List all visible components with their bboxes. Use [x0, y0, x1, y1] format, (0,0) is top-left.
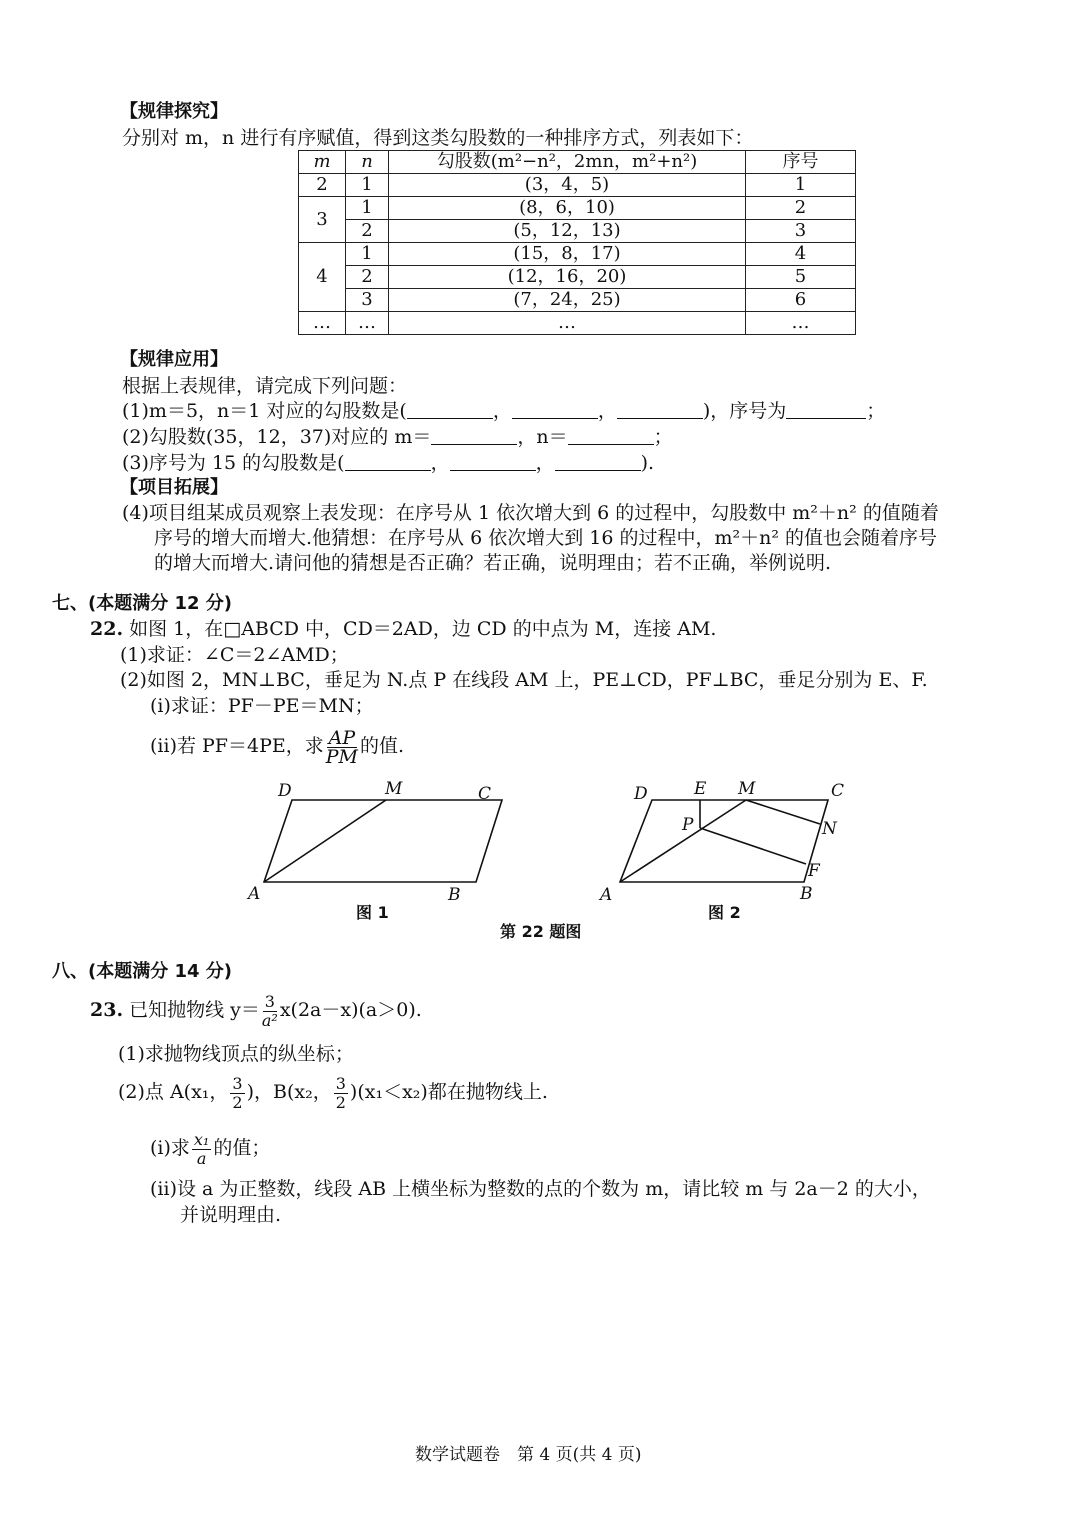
p23-2i-a: (ⅰ)求 — [150, 1137, 190, 1159]
label-a-2: A — [600, 885, 613, 905]
cell-triple: (8，6，10) — [389, 197, 746, 220]
table-header-row — [299, 151, 856, 174]
answer-blank[interactable] — [512, 402, 598, 419]
table-row — [299, 243, 856, 266]
figure-22-caption: 第 22 题图 — [500, 922, 582, 941]
cell-m: 3 — [299, 197, 346, 243]
cell-n: 1 — [346, 197, 389, 220]
label-e-2: E — [694, 779, 707, 799]
cell-index: 3 — [746, 220, 856, 243]
problem-22-stem — [90, 617, 716, 641]
cell-index: 5 — [746, 266, 856, 289]
answer-blank[interactable] — [431, 428, 517, 445]
section-heading-extend: 【项目拓展】 — [120, 477, 228, 498]
pythagorean-table — [298, 150, 856, 335]
question-4-line1: (4)项目组某成员观察上表发现：在序号从 1 依次增大到 6 的过程中，勾股数中 m²＋n² 的值随着 — [122, 502, 939, 524]
problem-23-part2ii-line2: 并说明理由. — [180, 1204, 282, 1226]
p22-2ii-prefix: (ⅱ)若 PF＝4PE，求 — [150, 735, 324, 757]
figure-2 — [598, 779, 844, 922]
p23-2-a: (2)点 A(x₁， — [118, 1081, 229, 1103]
problem-22-part2i: (ⅰ)求证：PF－PE＝MN； — [150, 695, 374, 717]
fraction-denominator: PM — [325, 745, 358, 768]
fraction-numerator: x₁ — [193, 1129, 210, 1149]
question-1: (1)m＝5，n＝1 对应的勾股数是( ， ， )，序号为 ； — [122, 400, 886, 422]
cell-m: … — [299, 312, 346, 335]
parallelogram-abcd-2 — [620, 800, 828, 882]
col-header-index: 序号 — [746, 151, 856, 174]
problem-22-part1: (1)求证：∠C＝2∠AMD； — [120, 644, 349, 666]
segment-mn — [746, 800, 820, 824]
label-p-2: P — [682, 815, 694, 835]
problem-23-stem — [90, 988, 422, 1032]
table-row — [299, 220, 856, 243]
answer-blank[interactable] — [555, 454, 641, 471]
cell-triple: (7，24，25) — [389, 289, 746, 312]
question-4-line3: 的增大而增大.请问他的猜想是否正确？若正确，说明理由；若不正确，举例说明. — [154, 552, 832, 574]
cell-m: 2 — [299, 174, 346, 197]
section-eight-heading: 八、(本题满分 14 分) — [52, 961, 233, 982]
label-c-2: C — [831, 781, 845, 801]
label-d: D — [278, 781, 292, 801]
parallelogram-abcd — [264, 800, 502, 882]
section-heading-apply: 【规律应用】 — [120, 349, 228, 370]
section-heading-explore: 【规律探究】 — [120, 101, 228, 122]
fraction-denominator: a² — [261, 1010, 278, 1030]
p23-text-a: 已知抛物线 y＝ — [129, 999, 260, 1021]
problem-23-number: 23. — [90, 999, 124, 1021]
p23-text-b: x(2a－x)(a＞0). — [279, 999, 422, 1021]
label-m: M — [385, 779, 403, 799]
question-2: (2)勾股数(35，12，37)对应的 m＝ ，n＝ ； — [122, 426, 673, 448]
q3-text: (3)序号为 15 的勾股数是( — [122, 452, 345, 474]
answer-blank[interactable] — [568, 428, 654, 445]
label-f-2: F — [808, 861, 820, 881]
p22-2ii-suffix: 的值. — [359, 735, 405, 757]
question-4-line2: 序号的增大而增大.他猜想：在序号从 6 依次增大到 16 的过程中，m²＋n² 的值也会随着序号 — [154, 527, 937, 549]
label-b: B — [448, 885, 461, 905]
intro-text: 分别对 m，n 进行有序赋值，得到这类勾股数的一种排序方式，列表如下： — [122, 127, 754, 149]
col-header-triple: 勾股数(m²−n²，2mn，m²+n²) — [389, 151, 746, 174]
table-row — [299, 174, 856, 197]
problem-23-part2i — [150, 1126, 270, 1170]
q2-n: ，n＝ — [517, 426, 568, 448]
cell-index: 4 — [746, 243, 856, 266]
cell-n: 1 — [346, 174, 389, 197]
answer-blank[interactable] — [407, 402, 493, 419]
cell-triple: … — [389, 312, 746, 335]
cell-m: 4 — [299, 243, 346, 312]
label-m-2: M — [738, 779, 756, 799]
cell-n: 2 — [346, 266, 389, 289]
cell-index: 2 — [746, 197, 856, 220]
segment-pf — [700, 828, 806, 864]
question-3: (3)序号为 15 的勾股数是( ， ， ). — [122, 452, 655, 474]
table-row — [299, 197, 856, 220]
answer-blank[interactable] — [345, 454, 431, 471]
segment-am-2 — [620, 800, 746, 882]
answer-blank[interactable] — [450, 454, 536, 471]
q1-text: m＝5，n＝1 对应的勾股数是( — [148, 400, 407, 422]
fraction-denominator: 2 — [335, 1092, 346, 1112]
fraction-numerator: 3 — [335, 1073, 346, 1093]
label-c: C — [478, 784, 492, 804]
section-seven-heading: 七、(本题满分 12 分) — [52, 593, 233, 614]
cell-index: 6 — [746, 289, 856, 312]
figure-22 — [240, 772, 845, 942]
label-b-2: B — [800, 884, 813, 904]
fraction-denominator: a — [196, 1148, 207, 1168]
apply-intro: 根据上表规律，请完成下列问题： — [122, 375, 408, 397]
cell-triple: (12，16，20) — [389, 266, 746, 289]
cell-n: … — [346, 312, 389, 335]
problem-22-part2: (2)如图 2，MN⊥BC，垂足为 N.点 P 在线段 AM 上，PE⊥CD，PF⊥BC，垂足分别为 E、F. — [120, 669, 928, 691]
cell-n: 2 — [346, 220, 389, 243]
col-header-n: n — [346, 151, 389, 174]
p23-2-c: )(x₁＜x₂)都在抛物线上. — [349, 1081, 548, 1103]
problem-23-part1: (1)求抛物线顶点的纵坐标； — [118, 1043, 354, 1065]
table-row — [299, 312, 856, 335]
problem-22-number: 22. — [90, 618, 124, 640]
p23-2-b: )，B(x₂， — [246, 1081, 332, 1103]
p23-2i-b: 的值； — [213, 1137, 271, 1159]
fraction-numerator: AP — [328, 726, 356, 749]
cell-n: 3 — [346, 289, 389, 312]
figure-1 — [246, 779, 502, 922]
answer-blank[interactable] — [786, 402, 866, 419]
q1-mid: )，序号为 — [702, 400, 787, 422]
cell-triple: (15，8，17) — [389, 243, 746, 266]
problem-23-part2 — [118, 1070, 548, 1114]
cell-n: 1 — [346, 243, 389, 266]
problem-23-part2ii-line1: (ⅱ)设 a 为正整数，线段 AB 上横坐标为整数的点的个数为 m，请比较 m 与 2a－2 的大小， — [150, 1178, 931, 1200]
col-header-m: m — [299, 151, 346, 174]
segment-am — [264, 800, 386, 882]
q2-prefix: (2) — [122, 426, 149, 448]
figure-1-caption: 图 1 — [356, 903, 389, 922]
cell-index: 1 — [746, 174, 856, 197]
label-a: A — [248, 884, 261, 904]
label-n-2: N — [822, 819, 837, 839]
cell-triple: (5，12，13) — [389, 220, 746, 243]
label-d-2: D — [634, 784, 648, 804]
figure-2-caption: 图 2 — [708, 903, 741, 922]
problem-22-part2ii — [150, 724, 404, 768]
fraction-denominator: 2 — [232, 1092, 243, 1112]
table-row — [299, 289, 856, 312]
page-footer: 数学试题卷 第 4 页(共 4 页) — [415, 1445, 642, 1465]
cell-index: … — [746, 312, 856, 335]
q1-prefix: (1) — [122, 400, 149, 422]
fraction-numerator: 3 — [232, 1073, 243, 1093]
answer-blank[interactable] — [617, 402, 703, 419]
problem-22-text: 如图 1，在□ABCD 中，CD＝2AD，边 CD 的中点为 M，连接 AM. — [129, 618, 717, 640]
q2-text: 勾股数(35，12，37)对应的 m＝ — [148, 426, 432, 448]
cell-triple: (3，4，5) — [389, 174, 746, 197]
fraction-numerator: 3 — [264, 991, 275, 1011]
table-row — [299, 266, 856, 289]
